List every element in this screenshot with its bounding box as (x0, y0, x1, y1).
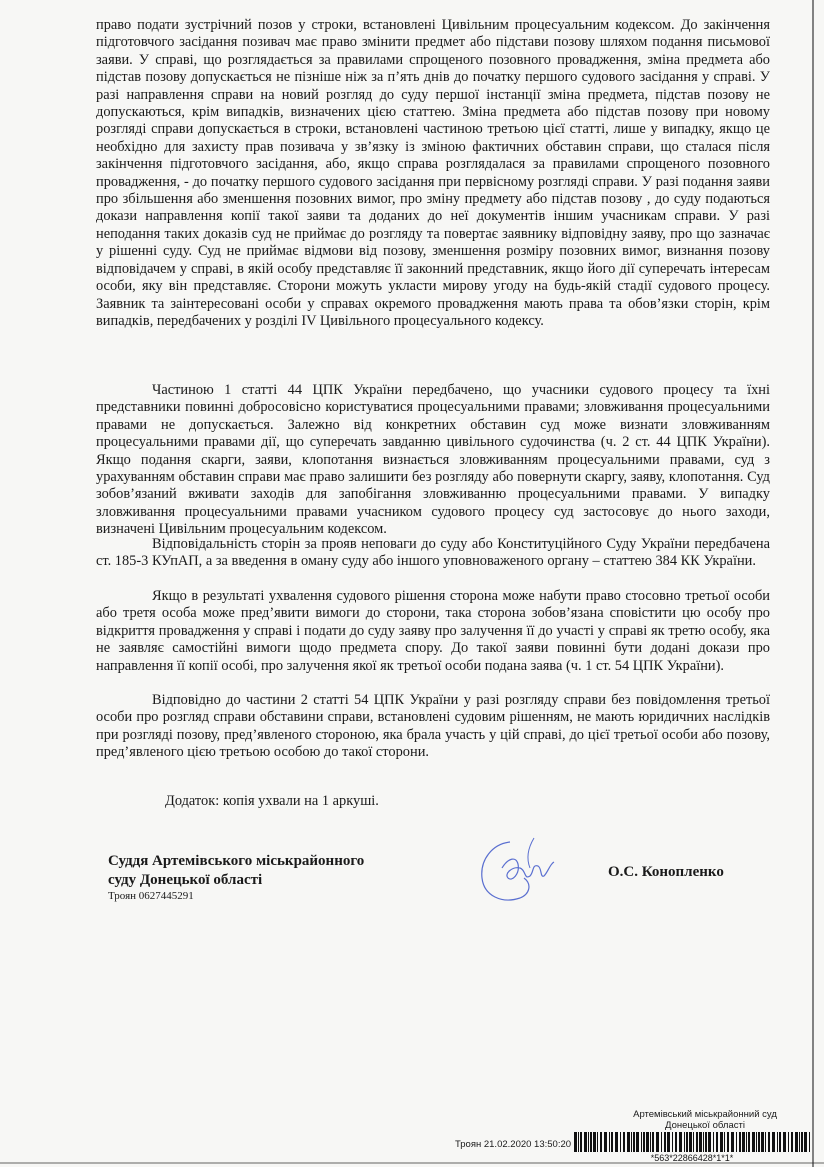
barcode-bar (777, 1132, 778, 1152)
handwritten-signature (472, 828, 572, 910)
barcode-bar (600, 1132, 602, 1152)
barcode-bar (809, 1132, 810, 1152)
barcode-bar (788, 1132, 789, 1152)
barcode-bar (799, 1132, 800, 1152)
barcode-bar (609, 1132, 610, 1152)
barcode-bar (686, 1132, 688, 1152)
barcode-bar (652, 1132, 654, 1152)
registration-date-stamp: Троян 21.02.2020 13:50:20 (455, 1139, 572, 1150)
barcode-bar (765, 1132, 766, 1152)
barcode-bar (724, 1132, 725, 1152)
executor-contact: Троян 0627445291 (108, 890, 194, 902)
judge-title (108, 852, 364, 890)
barcode-bar (746, 1132, 747, 1152)
barcode-bar (675, 1132, 677, 1152)
barcode-bar (590, 1132, 592, 1152)
barcode-bar (752, 1132, 755, 1152)
barcode-bar (689, 1132, 692, 1152)
paragraph-1-text: право подати зустрічний позов у строки, встановлені Цивільним процесуальним кодексом. До закінчення підготовчого засідання позивач має право змінити предмет або підстави позову шляхом подання письмової заяви. У справі, що розглядається за правилами спрощеного позовного провадження, зміна предмета або підстав позову допускається не пізніше ніж за п’ять днів до початку першого судового засідання у справі. У разі направлення справи на новий розгляд до суду першої інстанції зміна предмета, підстав позову не допускаються, крім випадків, визначених цією статтею. Зміна предмета або підстав позову при новому розгляді справи допускається в строки, встановлені частиною третьою цієї статті, лише у випадку, якщо це необхідно для захисту прав позивача у зв’язку із зміною фактичних обставин справи, що сталася після закінчення підготовчого засідання, або, якщо справа розглядалася за правилами спрощеного позовного провадження, - до початку першого судового засідання при первісному розгляді справи. У разі подання заяви про збільшення або зменшення позовних вимог, про зміну предмету або підстав позову , до суду подаються докази направлення копії такої заяви та доданих до неї документів іншим учасникам справи. У разі неподання таких доказів суд не приймає до розгляду та повертає заявнику відповідну заяву, про що зазначає у рішенні суду. Суд не приймає відмови від позову, зменшення розміру позовних вимог, визнання позову відповідачем у справі, в якій особу представляє її законний представник, якщо його дії суперечать інтересам особи, яку він представляє. Сторони можуть укласти мирову угоду на будь-якій стадії судового процесу. Заявник та заінтересовані особи у справах окремого провадження мають права та обов’язки сторін, крім випадків, передбачених у розділі IV Цивільного процесуального кодексу. (96, 17, 770, 329)
barcode-bar (772, 1132, 775, 1152)
barcode-bar (795, 1132, 798, 1152)
barcode-bar (593, 1132, 596, 1152)
barcode-bar (661, 1132, 662, 1152)
paragraph-2-text: Частиною 1 статті 44 ЦПК України передбачено, що учасники судового процесу та їхні представники повинні добросовісно користуватися процесуальними правами; зловживання процесуальними правами не допускається. Залежно від конкретних обставин суд може визнати зловживанням процесуальними правами дії, що суперечать завданню цивільного судочинства (ч. 2 ст. 44 ЦПК України). Якщо подання скарги, заяви, клопотання визнається зловживанням процесуальними правами, суд з урахуванням обставин справи має право залишити без розгляду або повернути скаргу, заяву, клопотання. Суд зобов’язаний вживати заходів для запобігання зловживанню процесуальними правами. У випадку зловживання процесуальними правами учасником судового процесу суд застосовує до нього заходи, визначені Цивільним процесуальним кодексом. (96, 382, 770, 538)
judge-name: О.С. Конопленко (608, 864, 724, 880)
barcode-bar (791, 1132, 793, 1152)
barcode-bar (604, 1132, 607, 1152)
barcode-bar (756, 1132, 757, 1152)
barcode-bar (643, 1132, 645, 1152)
barcode-bar (758, 1132, 760, 1152)
barcode-bar (656, 1132, 659, 1152)
attachment-note: Додаток: копія ухвали на 1 аркуші. (165, 793, 379, 809)
barcode-bar (664, 1132, 666, 1152)
barcode (574, 1132, 810, 1152)
barcode-bar (636, 1132, 639, 1152)
barcode-bar (672, 1132, 673, 1152)
barcode-bar (584, 1132, 587, 1152)
barcode-bar (667, 1132, 670, 1152)
barcode-bar (611, 1132, 613, 1152)
scan-edge-right (812, 0, 814, 1167)
barcode-bar (699, 1132, 702, 1152)
barcode-bar (631, 1132, 632, 1152)
barcode-bar (615, 1132, 618, 1152)
barcode-bar (620, 1132, 621, 1152)
barcode-bar (679, 1132, 682, 1152)
barcode-bar (783, 1132, 786, 1152)
barcode-bar (731, 1132, 734, 1152)
barcode-bar (597, 1132, 598, 1152)
barcode-bar (748, 1132, 750, 1152)
barcode-bar (708, 1132, 711, 1152)
judge-title-line-2: суду Донецької області (108, 872, 263, 888)
barcode-bar (761, 1132, 764, 1152)
barcode-bar (716, 1132, 718, 1152)
barcode-bar (779, 1132, 781, 1152)
paragraph-5-text: Відповідно до частини 2 статті 54 ЦПК України у разі розгляду справи без повідомлення третьої особи про розгляд справи обставини справи, встановлені судовим рішенням, не мають юридичних наслідків при розгляді позову, пред’явленого стороною, яка брала участь у цій справі, до цієї третьої особи або позову, пред’явленого цією третьою особою до такої сторони. (96, 692, 770, 761)
barcode-bar (713, 1132, 714, 1152)
paragraph-1 (96, 17, 770, 330)
barcode-number: *563*22866428*1*1* (650, 1153, 734, 1163)
barcode-bar (588, 1132, 589, 1152)
paragraph-3-text: Відповідальність сторін за прояв неповаги до суду або Конституційного Суду України передбачена ст. 185-3 КУпАП, а за введення в оману суду або іншого уповноваженого органу – статтею 384 КК України. (96, 536, 770, 570)
barcode-bar (705, 1132, 707, 1152)
judge-title-line-1: Суддя Артемівського міськрайонного (108, 853, 365, 869)
barcode-bar (627, 1132, 630, 1152)
barcode-bar (693, 1132, 694, 1152)
barcode-bar (703, 1132, 704, 1152)
barcode-bar (684, 1132, 685, 1152)
barcode-bar (578, 1132, 579, 1152)
barcode-bar (768, 1132, 770, 1152)
barcode-bar (574, 1132, 577, 1152)
scan-edge-bottom (0, 1162, 824, 1164)
paragraph-4-text: Якщо в результаті ухвалення судового рішення сторона може набути право стосовно третьої особи або третя особа може пред’явити вимоги до сторони, така сторона зобов’язана сповістити цю особу про відкриття провадження у справі і подати до суду заяву про залучення її до участі у справі як третю особу, яка не заявляє самостійні вимоги щодо предмета спору. До такої заяви повинні бути додані докази про направлення її копії особі, про залучення якої як третьої особи подана заява (ч. 1 ст. 54 ЦПК України). (96, 588, 770, 674)
barcode-bar (742, 1132, 745, 1152)
barcode-bar (720, 1132, 723, 1152)
barcode-bar (696, 1132, 698, 1152)
barcode-bar (633, 1132, 635, 1152)
court-stamp-line-2: Донецької області (665, 1120, 745, 1131)
barcode-bar (804, 1132, 807, 1152)
court-stamp-line-1: Артемівський міськрайонний суд (633, 1109, 777, 1120)
barcode-bar (739, 1132, 741, 1152)
barcode-bar (641, 1132, 642, 1152)
court-stamp (610, 1109, 800, 1131)
barcode-bar (801, 1132, 803, 1152)
paragraph-5 (96, 692, 770, 762)
barcode-bar (736, 1132, 737, 1152)
barcode-bar (727, 1132, 729, 1152)
paragraph-4 (96, 588, 770, 675)
barcode-bar (650, 1132, 651, 1152)
barcode-bar (623, 1132, 625, 1152)
barcode-bar (646, 1132, 649, 1152)
paragraph-3 (96, 536, 770, 571)
paragraph-2 (96, 382, 770, 539)
barcode-bar (580, 1132, 582, 1152)
